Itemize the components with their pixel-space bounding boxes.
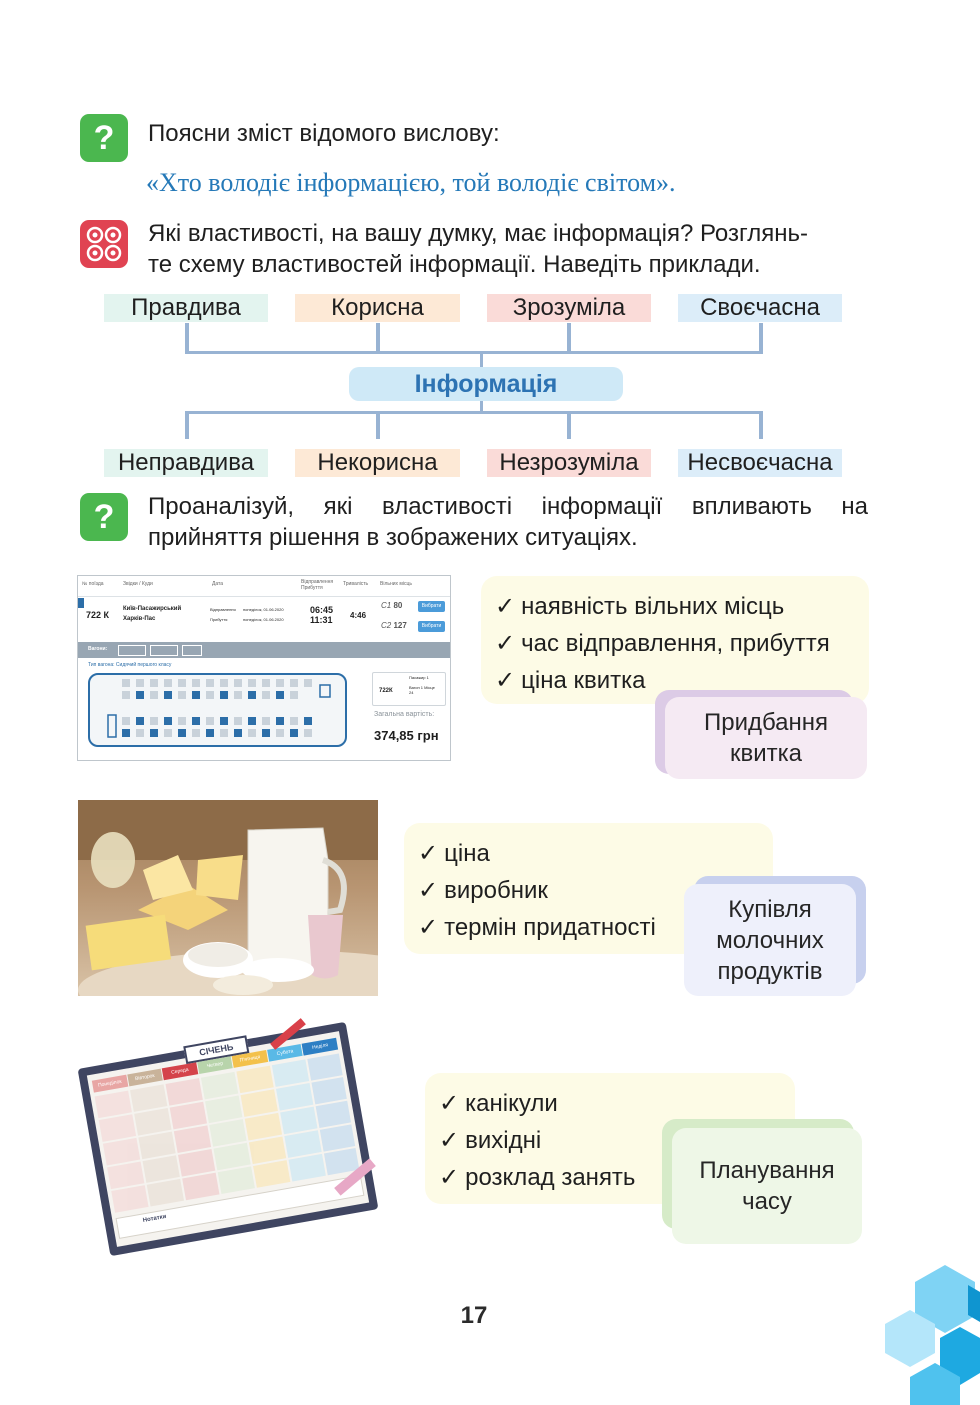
calendar-planner-image: СІЧЕНЬ Понеділок Вівторок Середа Четвер П'ятниця Субота Неділя Нотатки (82, 1022, 392, 1252)
ticket-booking-image: № поїзда Звідки / Куди Дата Відправлення Прибуття Тривалість Вільних місць 722 К Київ-Пасажирський Харків-Пас Відправлення Прибуття понеділок, 01.06.2020 понеділок, 01.06.2020 06:45 11:31 4:46 С1 80 С2 127 Вибрати Вибрати Вагони: Тип вагона: Сидячий першого класу Пасажир 1 722К Вагон 1 Місце 24 Загальна вартість: 374,85 грн (77, 575, 451, 761)
property-useful: Корисна (295, 294, 460, 322)
quote: «Хто володіє інформацією, той володіє світом». (146, 168, 676, 197)
decision-card-dairy: Купівля молочних продуктів (684, 884, 856, 996)
page-number: 17 (460, 1302, 488, 1329)
dairy-products-image (78, 800, 378, 996)
checklist-planning: ✓ канікули ✓ вихідні ✓ розклад занять (425, 1073, 795, 1204)
hexagon-decoration (880, 1265, 980, 1405)
property-timely: Своєчасна (678, 294, 842, 322)
property-untimely: Несвоєчасна (678, 449, 842, 477)
group-work-icon (80, 220, 128, 268)
information-center: Інформація (349, 367, 623, 401)
property-not-understandable: Незрозуміла (487, 449, 651, 477)
ticket-price: 374,85 грн (374, 728, 439, 743)
question-icon: ? (80, 493, 128, 541)
question-1-text: Поясни зміст відомого вислову: (148, 120, 500, 147)
choose-button: Вибрати (418, 601, 445, 612)
decision-card-ticket: Придбання квитка (665, 697, 867, 779)
checklist-ticket: ✓ наявність вільних місць ✓ час відправлення, прибуття ✓ ціна квитка (481, 576, 869, 704)
group-task-line-2: те схему властивостей інформації. Наведіть приклади. (148, 251, 761, 278)
property-truthful: Правдива (104, 294, 268, 322)
property-understandable: Зрозуміла (487, 294, 651, 322)
question-2-line-2: прийняття рішення в зображених ситуаціях. (148, 524, 638, 551)
question-icon: ? (80, 114, 128, 162)
checklist-dairy: ✓ ціна ✓ виробник ✓ термін придатності (404, 823, 773, 954)
property-useless: Некорисна (295, 449, 460, 477)
group-task-line-1: Які властивості, на вашу думку, має інформація? Розглянь- (148, 220, 808, 247)
property-untruthful: Неправдива (104, 449, 268, 477)
choose-button: Вибрати (418, 621, 445, 632)
decision-card-planning: Планування часу (672, 1128, 862, 1244)
question-2-line-1: Проаналізуй, які властивості інформації впливають на (148, 493, 868, 520)
